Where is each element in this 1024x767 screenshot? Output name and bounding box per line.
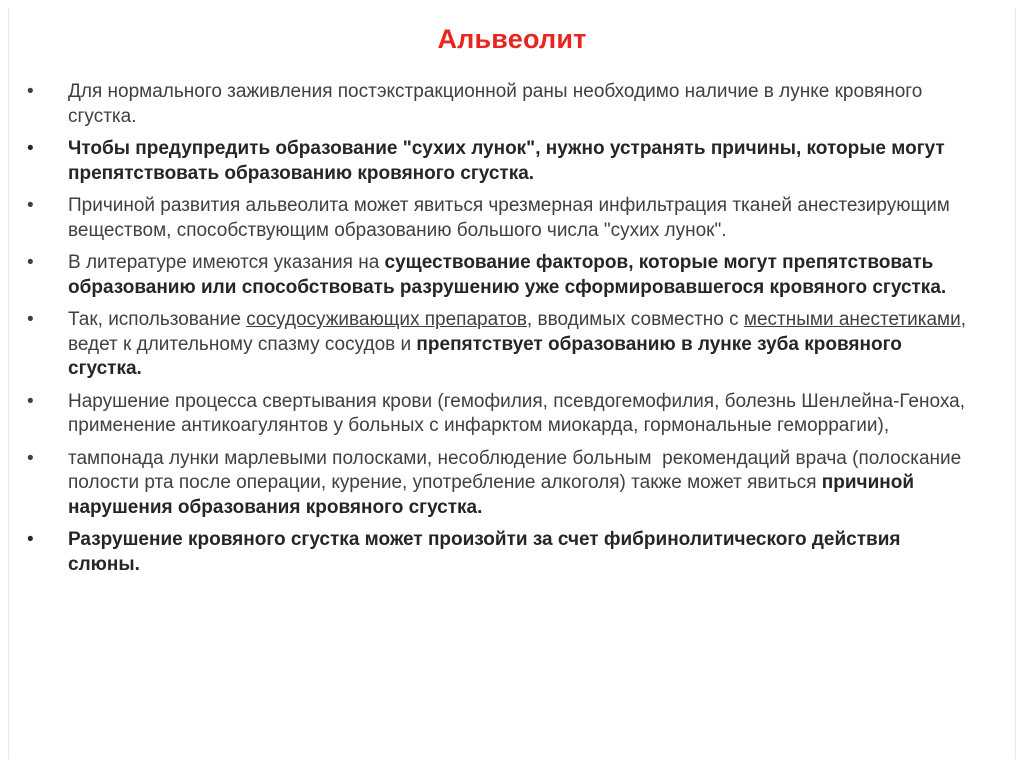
bullet-item-6 <box>27 390 967 439</box>
bullet-text: , ведет к длительному спазму сосудов и <box>68 309 966 355</box>
slide-title: Альвеолит <box>437 24 587 54</box>
bullet-item-4 <box>27 251 967 300</box>
bullet-text: Для нормального заживления постэкстракционной раны необходимо наличие в лунке кровяного сгустка. <box>68 81 923 127</box>
bullet-text: Так, использование <box>68 309 247 330</box>
bullet-item-2 <box>27 137 967 186</box>
bullet-icon: • <box>27 81 34 102</box>
bullet-icon: • <box>27 309 34 330</box>
bullet-icon: • <box>27 447 34 469</box>
bullet-item-5 <box>27 308 967 382</box>
bullet-icon: • <box>27 529 34 550</box>
bullet-item-3 <box>27 194 967 243</box>
bullet-item-8 <box>27 528 967 577</box>
bullet-icon: • <box>27 252 34 273</box>
underlined-term-vasoconstrictors: сосудосуживающих препаратов <box>246 309 527 330</box>
bullet-text-bold: Чтобы предупредить образование "сухих лунок", нужно устранять причины, которые могут препятствовать образованию кровяного сгустка. <box>68 138 945 184</box>
bullet-text-bold: препятствует образованию в лунке зуба кровяного сгустка. <box>68 333 902 379</box>
bullet-text-bold: причиной нарушения образования кровяного сгустка. <box>68 472 915 518</box>
slide-border-right <box>1015 8 1016 759</box>
underlined-term-local-anesthetics: местными анестетиками <box>743 309 961 330</box>
bullet-list <box>27 80 967 585</box>
bullet-icon: • <box>27 138 34 159</box>
bullet-icon: • <box>27 195 34 216</box>
bullet-text: Причиной развития альвеолита может явиться чрезмерная инфильтрация тканей анестезирующим веществом, способствующим образованию большого числа "сухих лунок". <box>68 195 950 241</box>
bullet-item-1 <box>27 80 967 129</box>
bullet-icon: • <box>27 390 34 412</box>
bullet-item-7 <box>27 447 967 521</box>
bullet-text: тампонада лунки марлевыми полосками, несоблюдение больным рекомендаций врача (полоскание полости рта после операции, курение, употребление алкоголя) также может явиться <box>68 447 967 493</box>
bullet-text: Нарушение процесса свертывания крови (гемофилия, псевдогемофилия, болезнь Шенлейна-Геноха, применение антикоагулянтов у больных с инфарктом миокарда, гормональные геморрагии), <box>68 390 965 436</box>
bullet-text-bold: существование факторов, которые могут препятствовать образованию или способствовать разрушению уже сформировавшегося кровяного сгустка. <box>68 252 947 298</box>
bullet-text-bold: Разрушение кровяного сгустка может произойти за счет фибринолитического действия слюны. <box>68 529 901 575</box>
bullet-text: В литературе имеются указания на <box>68 252 385 273</box>
slide-border-left <box>8 8 9 759</box>
bullet-text: , вводимых совместно с <box>526 309 744 330</box>
